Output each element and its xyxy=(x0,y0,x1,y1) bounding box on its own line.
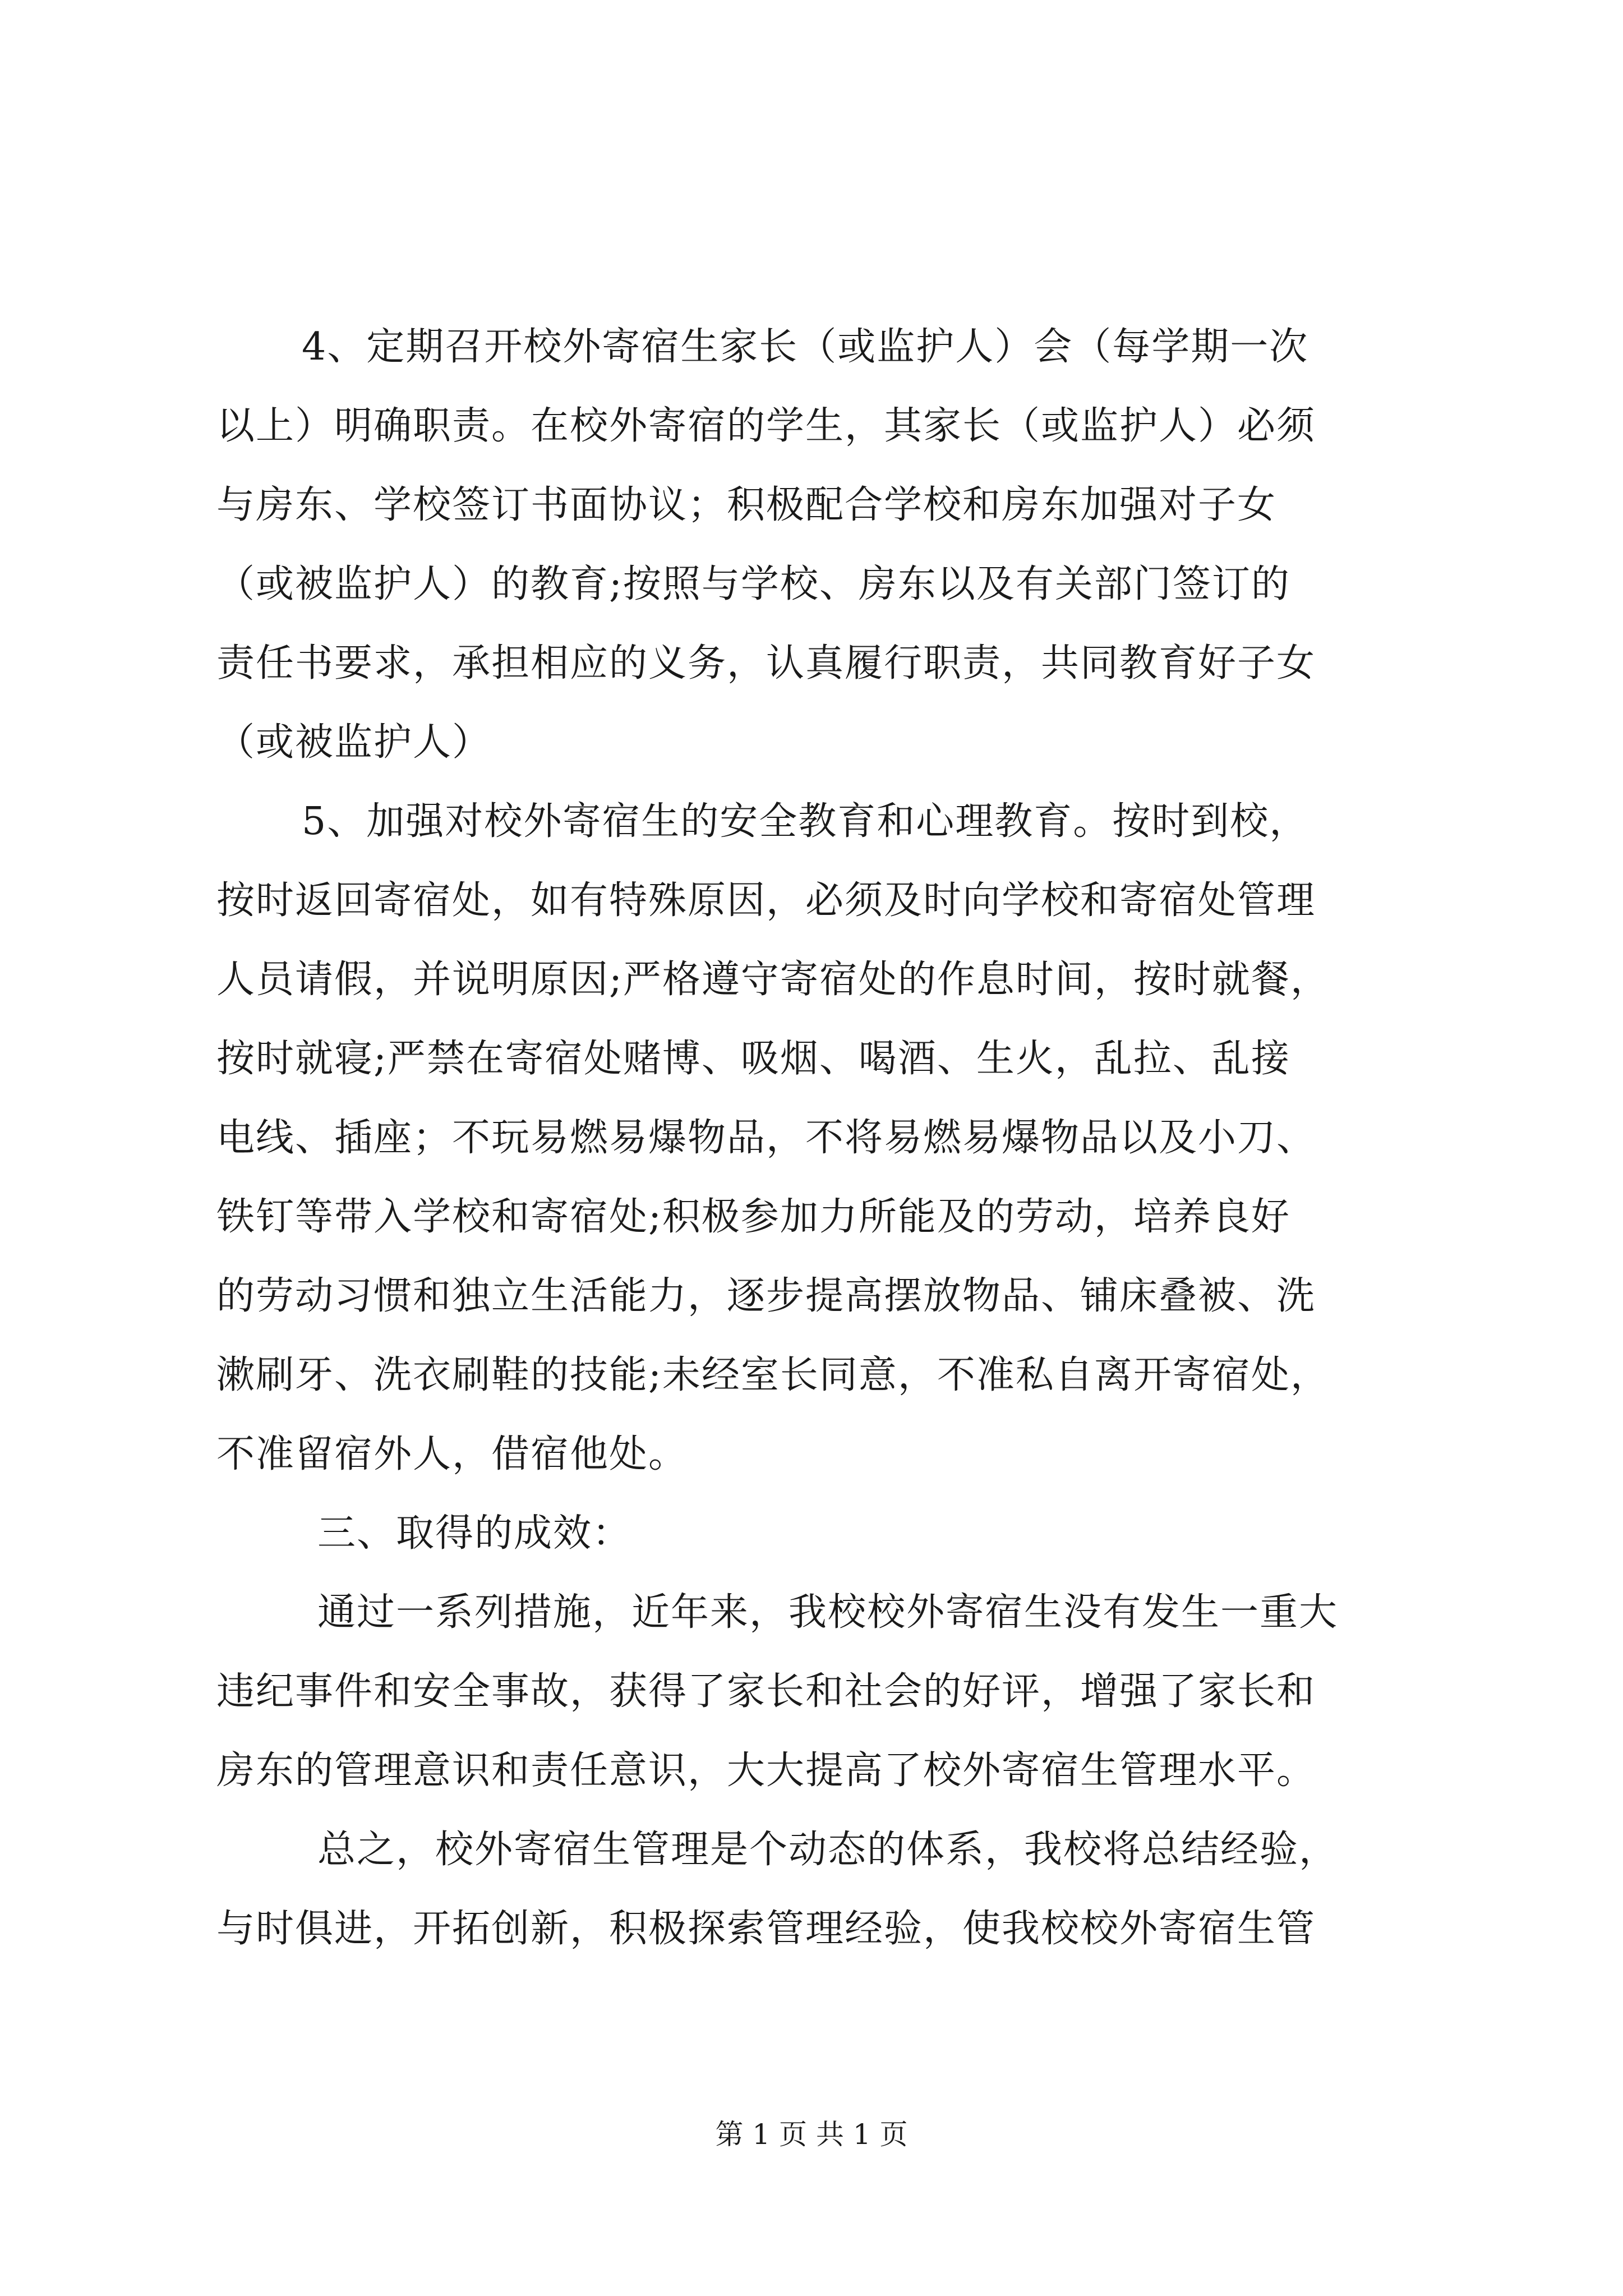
text-line: 漱刷牙、洗衣刷鞋的技能;未经室长同意，不准私自离开寄宿处， xyxy=(216,1353,1330,1397)
text-line: 与房东、学校签订书面协议；积极配合学校和房东加强对子女 xyxy=(216,483,1277,527)
text-line: 责任书要求，承担相应的义务，认真履行职责，共同教育好子女 xyxy=(216,641,1316,685)
text-line: 违纪事件和安全事故，获得了家长和社会的好评，增强了家长和 xyxy=(216,1669,1316,1714)
page-number: 第 1 页 共 1 页 xyxy=(715,2118,908,2151)
text-line: 房东的管理意识和责任意识，大大提高了校外寄宿生管理水平。 xyxy=(216,1749,1316,1793)
text-line: 通过一系列措施，近年来，我校校外寄宿生没有发生一重大 xyxy=(317,1590,1339,1635)
text-line: 以上）明确职责。在校外寄宿的学生，其家长（或监护人）必须 xyxy=(216,404,1316,448)
text-line: 4、定期召开校外寄宿生家长（或监护人）会（每学期一次 xyxy=(302,325,1309,369)
text-line: （或被监护人）的教育;按照与学校、房东以及有关部门签订的 xyxy=(216,562,1290,606)
text-line: 人员请假，并说明原因;严格遵守寄宿处的作息时间，按时就餐， xyxy=(216,958,1330,1002)
text-line: 的劳动习惯和独立生活能力，逐步提高摆放物品、铺床叠被、洗 xyxy=(216,1274,1316,1318)
section-heading: 三、取得的成效： xyxy=(317,1511,632,1556)
text-line: 与时俱进，开拓创新，积极探索管理经验，使我校校外寄宿生管 xyxy=(216,1907,1316,1951)
text-line: 总之，校外寄宿生管理是个动态的体系，我校将总结经验， xyxy=(317,1828,1339,1872)
text-line: 铁钉等带入学校和寄宿处;积极参加力所能及的劳动，培养良好 xyxy=(216,1195,1290,1239)
text-line: （或被监护人） xyxy=(216,720,492,765)
text-line: 电线、插座；不玩易燃易爆物品，不将易燃易爆物品以及小刀、 xyxy=(216,1116,1316,1160)
text-line: 5、加强对校外寄宿生的安全教育和心理教育。按时到校， xyxy=(302,799,1309,844)
text-line: 按时返回寄宿处，如有特殊原因，必须及时向学校和寄宿处管理 xyxy=(216,878,1316,923)
text-line: 不准留宿外人，借宿他处。 xyxy=(216,1432,688,1476)
text-line: 按时就寝;严禁在寄宿处赌博、吸烟、喝酒、生火，乱拉、乱接 xyxy=(216,1037,1290,1081)
document-body xyxy=(216,307,1417,1968)
